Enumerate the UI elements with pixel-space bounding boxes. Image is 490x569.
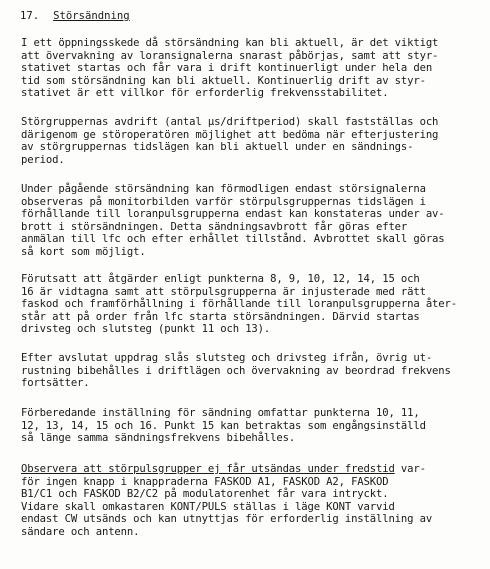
paragraph-2 — [21, 116, 483, 166]
paragraph-3 — [21, 183, 483, 259]
text-line: 12, 13, 14, 15 och 16. Punkt 15 kan betraktas som engångsinställd — [21, 419, 426, 432]
text-line: tid som störsändning kan bli aktuell. Kontinuerlig drift av styr- — [21, 74, 426, 87]
text-line: så länge samma sändningsfrekvens bibehålles. — [21, 432, 296, 445]
text-line: Efter avslutat uppdrag slås slutsteg och drivsteg ifrån, övrig ut- — [21, 352, 433, 364]
text-line: rustning bibehålles i driftlägen och övervakning av beordrad frekvens — [21, 364, 451, 377]
text-line: endast CW utsänds och kan utnyttjas för erforderlig inställning av — [21, 513, 433, 526]
text-line: sändare och antenn. — [21, 525, 140, 538]
text-line: period. — [21, 153, 65, 166]
text-line: faskod och framförhållning i förhållande till loranpulsgrupperna åter- — [21, 298, 457, 311]
text-line: står att på order från lfc starta störsändningen. Därvid startas — [21, 310, 420, 323]
paragraph-6 — [21, 407, 483, 445]
text-line — [21, 463, 483, 476]
paragraph-4 — [21, 273, 483, 336]
paragraph-5 — [21, 352, 483, 390]
text-line: för ingen knapp i knappraderna FASKOD A1, FASKOD A2, FASKOD — [21, 475, 389, 488]
text-line: fortsätter. — [21, 377, 90, 390]
text-line: av störgruppernas tidslägen kan bli aktuell under en sändnings- — [21, 141, 414, 154]
text-line: Förberedande inställning för sändning omfattar punkterna 10, 11, — [21, 407, 420, 419]
text-line: stativet är ett villkor för erforderlig frekvensstabilitet. — [21, 87, 389, 100]
text-line: att övervakning av loransignalerna snarast påbörjas, samt att styr- — [21, 49, 439, 62]
text-line: brott i störsändningen. Detta sändningsavbrott får göras efter — [21, 220, 408, 233]
paragraph-7 — [21, 463, 483, 539]
text-line: Störgruppernas avdrift (antal µs/driftperiod) skall fastställas och — [21, 116, 439, 128]
text-line: 16 är vidtagna samt att störpulsgrupperna är injusterade med rätt — [21, 285, 426, 298]
section-number: 17. — [20, 10, 40, 22]
text-line: Förutsatt att åtgärder enligt punkterna 8, 9, 10, 12, 14, 15 och — [21, 273, 420, 285]
text-line: Under pågående störsändning kan förmodligen endast störsignalerna — [21, 183, 426, 195]
text-line: drivsteg och slutsteg (punkt 11 och 13). — [21, 323, 271, 336]
text-line: anmälan till lfc och efter erhållet tillstånd. Avbrottet skall göras — [21, 233, 445, 246]
text-line: Vidare skall omkastaren KONT/PULS ställas i läge KONT varvid — [21, 500, 395, 513]
warning-lead-rest: var- — [394, 463, 426, 475]
text-line: förhållande till loranpulsgrupperna endast kan konstateras under av- — [21, 208, 445, 221]
section-heading — [20, 10, 130, 23]
warning-lead: Observera att störpulsgrupper ej får utsändas under fredstid — [21, 463, 395, 475]
text-line: stativet startas och får vara i drift kontinuerligt under hela den — [21, 62, 433, 75]
text-line: B1/C1 och FASKOD B2/C2 på modulatorenhet får vara intryckt. — [21, 488, 389, 501]
text-line: I ett öppningsskede då störsändning kan bli aktuell, är det viktigt — [21, 37, 439, 49]
text-line: så kort som möjligt. — [21, 245, 146, 258]
text-line: observeras på monitorbilden varför störpulsgruppernas tidslägen i — [21, 195, 426, 208]
text-line: därigenom ge störoperatören möjlighet att bedöma när efterjustering — [21, 128, 439, 141]
paragraph-1 — [21, 37, 483, 100]
section-title: Störsändning — [53, 10, 130, 22]
